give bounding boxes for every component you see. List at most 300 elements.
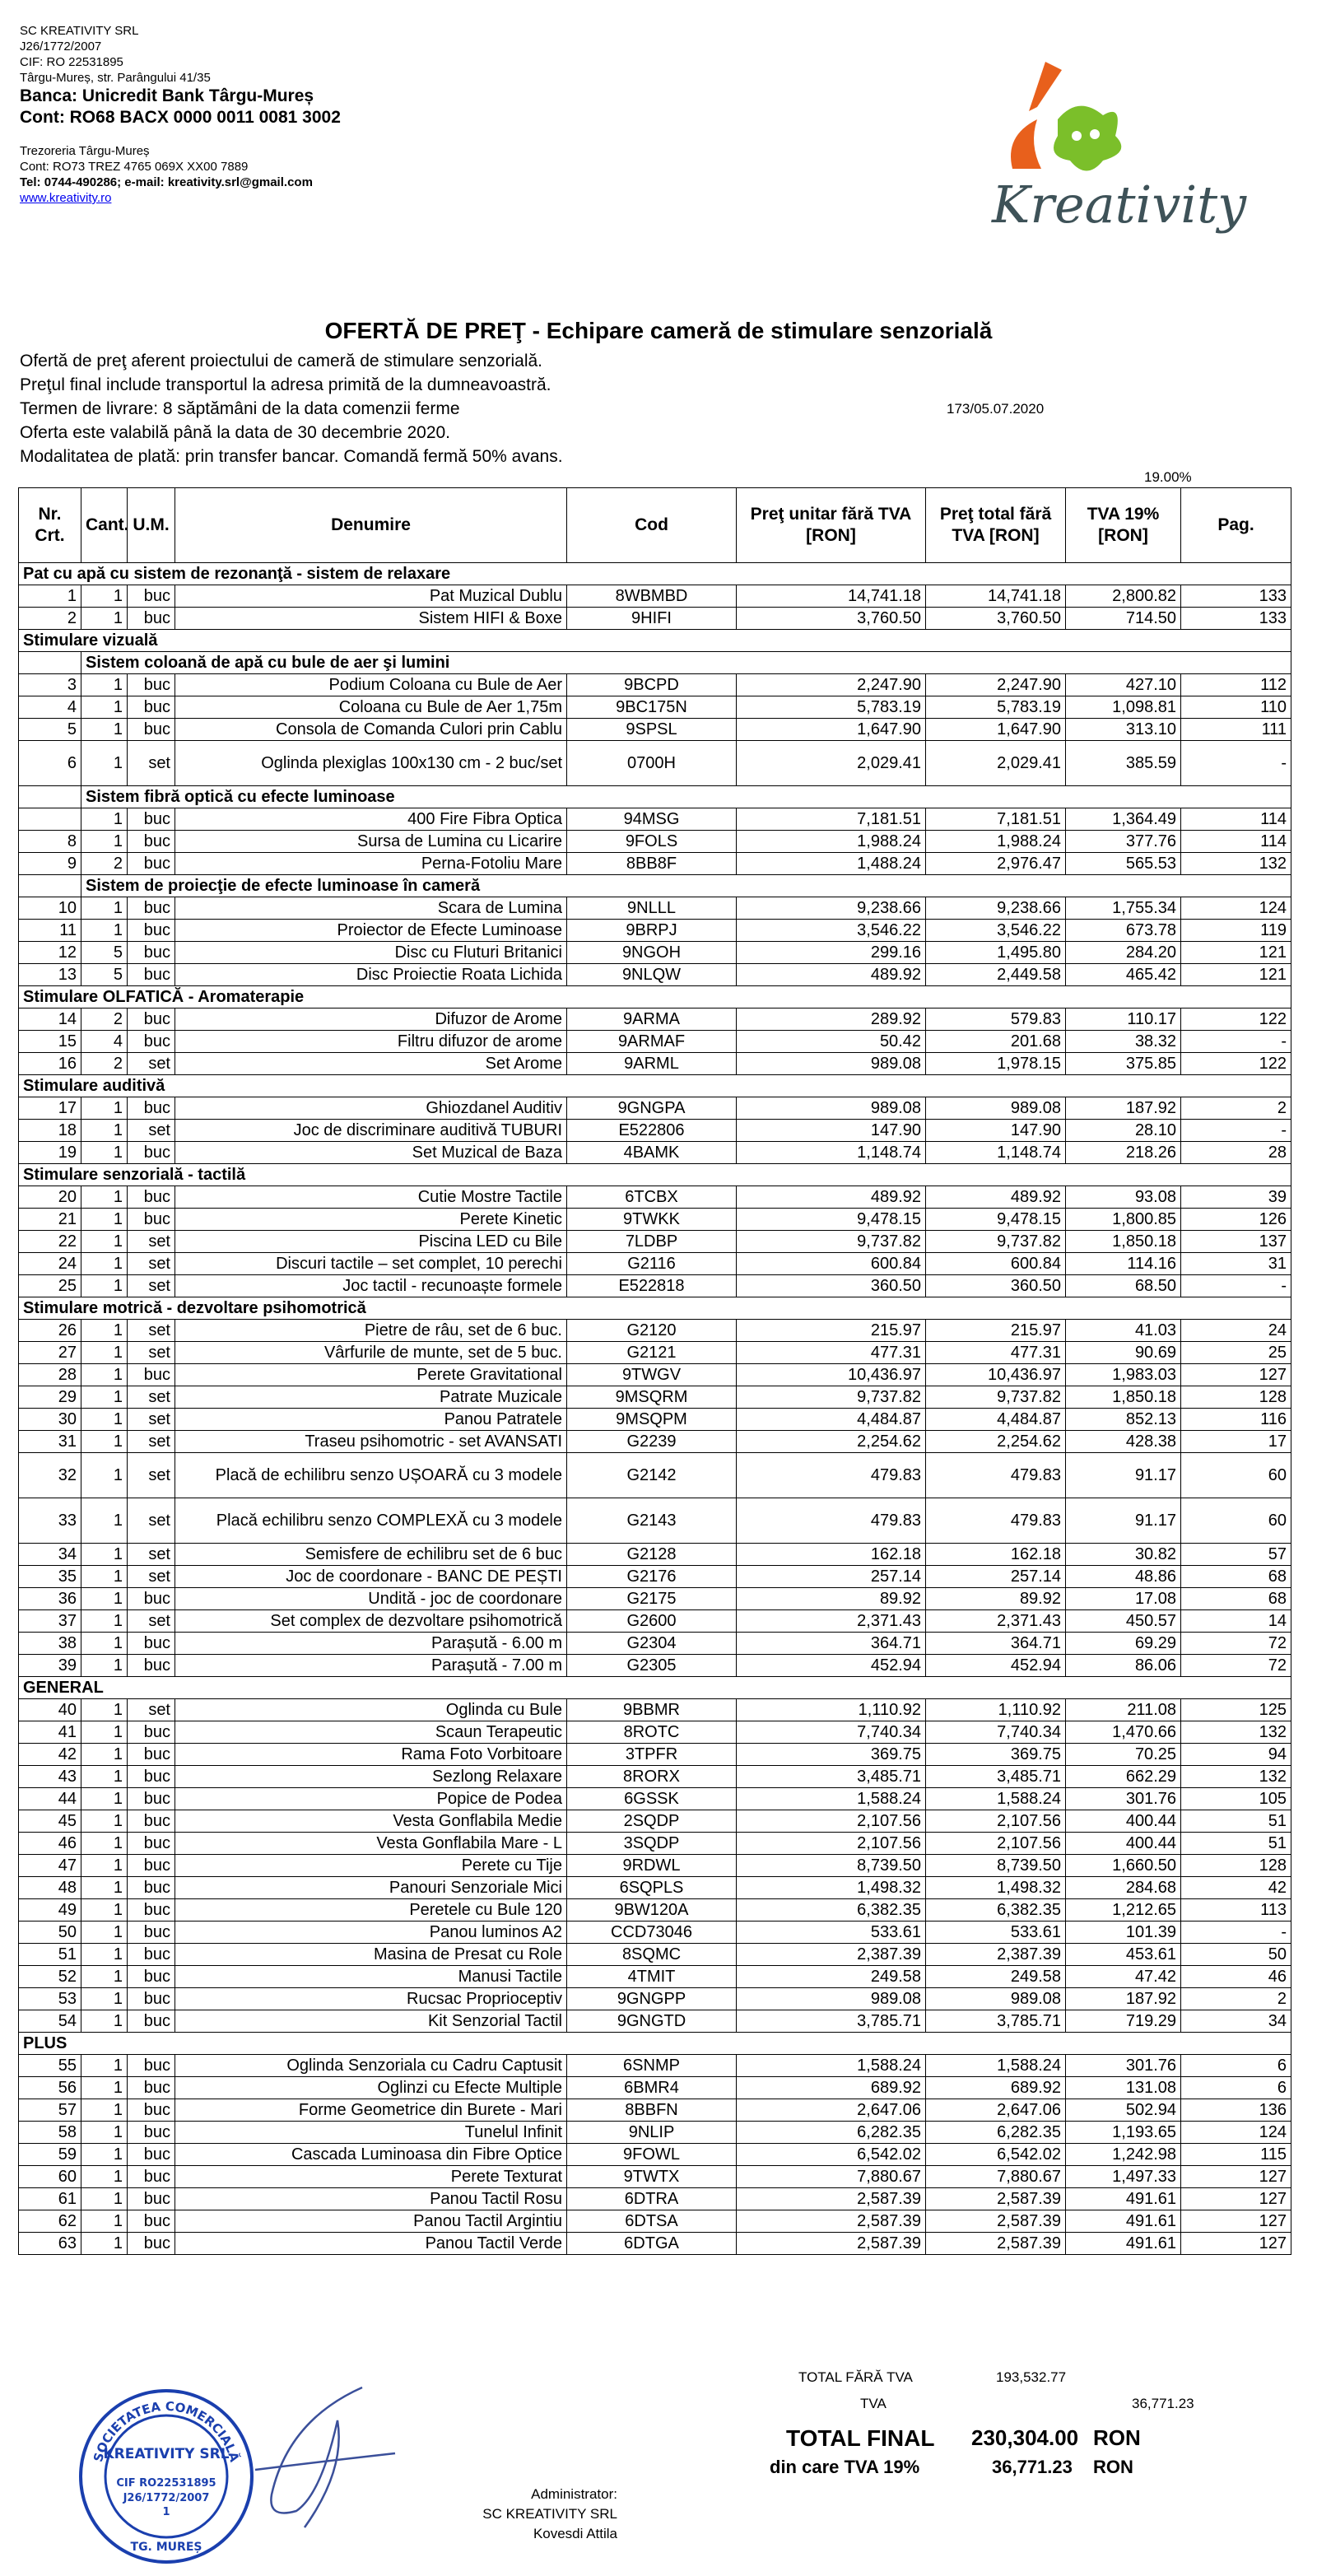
- cell-unit-price: 9,737.82: [737, 1231, 926, 1253]
- cell-qty: 1: [81, 1899, 128, 1922]
- cell-code: 9MSQRM: [567, 1386, 737, 1409]
- cell-nr: 50: [19, 1922, 81, 1944]
- cell-page: 124: [1181, 897, 1291, 920]
- cell-um: buc: [128, 696, 175, 719]
- cell-code: 9NLLL: [567, 897, 737, 920]
- cell-code: 4TMIT: [567, 1966, 737, 1988]
- table-row: [19, 1275, 1291, 1297]
- cell-qty: 1: [81, 2099, 128, 2122]
- cell-nr: 20: [19, 1186, 81, 1209]
- cell-vat: 41.03: [1066, 1320, 1181, 1342]
- cell-vat: 427.10: [1066, 674, 1181, 696]
- cell-unit-price: 7,181.51: [737, 808, 926, 831]
- cell-page: -: [1181, 1922, 1291, 1944]
- cell-name: Peretele cu Bule 120: [175, 1899, 567, 1922]
- cell-page: 113: [1181, 1899, 1291, 1922]
- cell-nr: 30: [19, 1409, 81, 1431]
- cell-qty: 1: [81, 2077, 128, 2099]
- subsection-title: Sistem de proiecţie de efecte luminoase în cameră: [81, 875, 1291, 897]
- cell-total-price: 257.14: [926, 1566, 1066, 1588]
- table-row: [19, 608, 1291, 630]
- cell-qty: 1: [81, 1453, 128, 1498]
- cell-unit-price: 299.16: [737, 942, 926, 964]
- cell-nr: 31: [19, 1431, 81, 1453]
- cell-vat: 400.44: [1066, 1833, 1181, 1855]
- cell-name: Rucsac Proprioceptiv: [175, 1988, 567, 2010]
- cell-unit-price: 2,029.41: [737, 741, 926, 786]
- cell-total-price: 6,282.35: [926, 2122, 1066, 2144]
- cell-name: Joc de discriminare auditivă TUBURI: [175, 1120, 567, 1142]
- cell-nr: 6: [19, 741, 81, 786]
- cell-um: set: [128, 1409, 175, 1431]
- stamp-center-text: KREATIVITY SRL: [103, 2446, 230, 2462]
- cell-code: G2143: [567, 1498, 737, 1544]
- cell-nr: 60: [19, 2166, 81, 2188]
- cell-code: 7LDBP: [567, 1231, 737, 1253]
- cell-unit-price: 3,485.71: [737, 1766, 926, 1788]
- table-row: [19, 1588, 1291, 1610]
- vat-included-value: 36,771.23: [992, 2457, 1073, 2477]
- cell-vat: 662.29: [1066, 1766, 1181, 1788]
- cell-name: Set complex de dezvoltare psihomotrică: [175, 1610, 567, 1633]
- cell-name: Disc Proiectie Roata Lichida: [175, 964, 567, 986]
- table-row: [19, 1009, 1291, 1031]
- cell-um: buc: [128, 1833, 175, 1855]
- cell-name: Proiector de Efecte Luminoase: [175, 920, 567, 942]
- cell-page: 122: [1181, 1009, 1291, 1031]
- cell-page: 25: [1181, 1342, 1291, 1364]
- company-account: Cont: RO68 BACX 0000 0011 0081 3002: [20, 108, 341, 127]
- cell-code: 6BMR4: [567, 2077, 737, 2099]
- kreativity-logo: [980, 45, 1251, 251]
- cell-code: 8SQMC: [567, 1944, 737, 1966]
- cell-page: 42: [1181, 1877, 1291, 1899]
- cell-unit-price: 2,647.06: [737, 2099, 926, 2122]
- cell-code: 9MSQPM: [567, 1409, 737, 1431]
- cell-page: -: [1181, 1120, 1291, 1142]
- cell-unit-price: 7,740.34: [737, 1721, 926, 1744]
- cell-code: 8RORX: [567, 1766, 737, 1788]
- cell-um: buc: [128, 674, 175, 696]
- cell-qty: 1: [81, 1855, 128, 1877]
- cell-vat: 70.25: [1066, 1744, 1181, 1766]
- cell-page: 127: [1181, 2233, 1291, 2255]
- table-row: [19, 1988, 1291, 2010]
- table-row: [19, 831, 1291, 853]
- cell-nr: 45: [19, 1810, 81, 1833]
- table-row: [19, 1498, 1291, 1544]
- cell-total-price: 489.92: [926, 1186, 1066, 1209]
- cell-um: buc: [128, 2233, 175, 2255]
- cell-code: 6DTSA: [567, 2210, 737, 2233]
- cell-nr: 28: [19, 1364, 81, 1386]
- cell-um: buc: [128, 1142, 175, 1164]
- cell-total-price: 3,485.71: [926, 1766, 1066, 1788]
- stamp-ring-text: SOCIETATEA COMERCIALĂ: [91, 2398, 242, 2464]
- vat-included-label: din care TVA 19%: [770, 2457, 920, 2477]
- table-row: [19, 1855, 1291, 1877]
- cell-nr: 39: [19, 1655, 81, 1677]
- cell-vat: 450.57: [1066, 1610, 1181, 1633]
- section-header-row: [19, 1164, 1291, 1186]
- cell-unit-price: 479.83: [737, 1453, 926, 1498]
- cell-qty: 1: [81, 1231, 128, 1253]
- cell-unit-price: 1,588.24: [737, 2055, 926, 2077]
- cell-total-price: 2,587.39: [926, 2188, 1066, 2210]
- cell-vat: 101.39: [1066, 1922, 1181, 1944]
- cell-nr: 56: [19, 2077, 81, 2099]
- cell-unit-price: 8,739.50: [737, 1855, 926, 1877]
- cell-qty: 1: [81, 831, 128, 853]
- cell-code: G2239: [567, 1431, 737, 1453]
- cell-total-price: 2,976.47: [926, 853, 1066, 875]
- cell-nr: 52: [19, 1966, 81, 1988]
- cell-qty: 1: [81, 1498, 128, 1544]
- cell-page: 6: [1181, 2077, 1291, 2099]
- table-row: [19, 2077, 1291, 2099]
- cell-unit-price: 5,783.19: [737, 696, 926, 719]
- cell-nr: 10: [19, 897, 81, 920]
- cell-name: Traseu psihomotric - set AVANSATI: [175, 1431, 567, 1453]
- offer-reference: 173/05.07.2020: [947, 401, 1045, 417]
- cell-qty: 1: [81, 1544, 128, 1566]
- table-row: [19, 1944, 1291, 1966]
- cell-vat: 131.08: [1066, 2077, 1181, 2099]
- cell-total-price: 2,449.58: [926, 964, 1066, 986]
- table-row: [19, 1610, 1291, 1633]
- cell-nr: 22: [19, 1231, 81, 1253]
- cell-page: 51: [1181, 1810, 1291, 1833]
- cell-um: buc: [128, 1633, 175, 1655]
- cell-page: 126: [1181, 1209, 1291, 1231]
- admin-name: Kovesdi Attila: [533, 2526, 617, 2541]
- cell-vat: 187.92: [1066, 1988, 1181, 2010]
- cell-total-price: 3,546.22: [926, 920, 1066, 942]
- table-row: [19, 719, 1291, 741]
- cell-page: 60: [1181, 1453, 1291, 1498]
- cell-um: set: [128, 1386, 175, 1409]
- cell-unit-price: 9,737.82: [737, 1386, 926, 1409]
- cell-um: buc: [128, 1922, 175, 1944]
- cell-qty: 1: [81, 808, 128, 831]
- cell-qty: 1: [81, 1320, 128, 1342]
- cell-unit-price: 477.31: [737, 1342, 926, 1364]
- cell-um: buc: [128, 1899, 175, 1922]
- cell-total-price: 533.61: [926, 1922, 1066, 1944]
- table-row: [19, 964, 1291, 986]
- cell-name: Cutie Mostre Tactile: [175, 1186, 567, 1209]
- cell-vat: 491.61: [1066, 2188, 1181, 2210]
- cell-vat: 1,364.49: [1066, 808, 1181, 831]
- cell-um: set: [128, 1498, 175, 1544]
- col-header-name: Denumire: [175, 488, 567, 563]
- cell-qty: 2: [81, 1009, 128, 1031]
- cell-page: 17: [1181, 1431, 1291, 1453]
- cell-name: Perete Kinetic: [175, 1209, 567, 1231]
- logo-eye-left: [1072, 131, 1082, 141]
- cell-um: buc: [128, 831, 175, 853]
- cell-um: set: [128, 1699, 175, 1721]
- table-row: [19, 1342, 1291, 1364]
- cell-nr: 5: [19, 719, 81, 741]
- table-row: [19, 1810, 1291, 1833]
- table-row: [19, 1120, 1291, 1142]
- cell-code: 9GNGPA: [567, 1097, 737, 1120]
- cell-total-price: 7,880.67: [926, 2166, 1066, 2188]
- col-header-code: Cod: [567, 488, 737, 563]
- cell-um: buc: [128, 2144, 175, 2166]
- cell-code: G2175: [567, 1588, 737, 1610]
- cell-unit-price: 2,247.90: [737, 674, 926, 696]
- cell-total-price: 2,587.39: [926, 2210, 1066, 2233]
- cell-name: Forme Geometrice din Burete - Mari: [175, 2099, 567, 2122]
- table-row: [19, 1877, 1291, 1899]
- cell-nr: 19: [19, 1142, 81, 1164]
- offer-title: OFERTĂ DE PREŢ - Echipare cameră de stimulare senzorială: [324, 318, 993, 343]
- cell-vat: 385.59: [1066, 741, 1181, 786]
- table-row: [19, 1053, 1291, 1075]
- table-row: [19, 2166, 1291, 2188]
- table-row: [19, 1431, 1291, 1453]
- cell-code: 9GNGPP: [567, 1988, 737, 2010]
- cell-unit-price: 689.92: [737, 2077, 926, 2099]
- cell-qty: 1: [81, 2122, 128, 2144]
- cell-unit-price: 1,110.92: [737, 1699, 926, 1721]
- table-row: [19, 1633, 1291, 1655]
- table-row: [19, 2233, 1291, 2255]
- cell-page: 6: [1181, 2055, 1291, 2077]
- cell-vat: 211.08: [1066, 1699, 1181, 1721]
- cell-vat: 1,983.03: [1066, 1364, 1181, 1386]
- cell-nr: 63: [19, 2233, 81, 2255]
- cell-um: set: [128, 1120, 175, 1142]
- cell-name: Vârfurile de munte, set de 5 buc.: [175, 1342, 567, 1364]
- cell-name: Panou Tactil Argintiu: [175, 2210, 567, 2233]
- cell-qty: 1: [81, 585, 128, 608]
- cell-unit-price: 2,587.39: [737, 2188, 926, 2210]
- cell-page: 31: [1181, 1253, 1291, 1275]
- cell-name: Panou Tactil Verde: [175, 2233, 567, 2255]
- cell-vat: 86.06: [1066, 1655, 1181, 1677]
- cell-page: 115: [1181, 2144, 1291, 2166]
- cell-vat: 491.61: [1066, 2233, 1181, 2255]
- subsection-indent: [19, 875, 81, 897]
- cell-name: Manusi Tactile: [175, 1966, 567, 1988]
- cell-qty: 1: [81, 1275, 128, 1297]
- administrator-block: [387, 2485, 617, 2544]
- table-row: [19, 1899, 1291, 1922]
- cell-vat: 284.68: [1066, 1877, 1181, 1899]
- cell-page: 114: [1181, 808, 1291, 831]
- cell-code: 8BB8F: [567, 853, 737, 875]
- cell-total-price: 1,495.80: [926, 942, 1066, 964]
- table-row: [19, 1721, 1291, 1744]
- cell-code: 9SPSL: [567, 719, 737, 741]
- cell-qty: 1: [81, 1209, 128, 1231]
- cell-name: Vesta Gonflabila Medie: [175, 1810, 567, 1833]
- cell-nr: 26: [19, 1320, 81, 1342]
- company-website-link[interactable]: www.kreativity.ro: [20, 191, 112, 205]
- cell-name: Scaun Terapeutic: [175, 1721, 567, 1744]
- cell-code: 4BAMK: [567, 1142, 737, 1164]
- cell-um: buc: [128, 1009, 175, 1031]
- cell-page: 125: [1181, 1699, 1291, 1721]
- section-title: GENERAL: [19, 1677, 1291, 1699]
- cell-um: set: [128, 1431, 175, 1453]
- cell-total-price: 1,647.90: [926, 719, 1066, 741]
- cell-nr: 43: [19, 1766, 81, 1788]
- table-row: [19, 1031, 1291, 1053]
- cell-page: 72: [1181, 1633, 1291, 1655]
- cell-total-price: 479.83: [926, 1453, 1066, 1498]
- cell-vat: 110.17: [1066, 1009, 1181, 1031]
- cell-unit-price: 2,107.56: [737, 1810, 926, 1833]
- cell-unit-price: 3,760.50: [737, 608, 926, 630]
- cell-page: 133: [1181, 585, 1291, 608]
- cell-um: buc: [128, 1788, 175, 1810]
- logo-splash-shape: [1054, 106, 1121, 171]
- table-row: [19, 1966, 1291, 1988]
- subsection-indent: [19, 652, 81, 674]
- table-row: [19, 853, 1291, 875]
- cell-um: buc: [128, 2166, 175, 2188]
- table-row: [19, 2055, 1291, 2077]
- cell-total-price: 89.92: [926, 1588, 1066, 1610]
- cell-total-price: 1,110.92: [926, 1699, 1066, 1721]
- cell-unit-price: 533.61: [737, 1922, 926, 1944]
- cell-vat: 719.29: [1066, 2010, 1181, 2033]
- cell-code: 9ARMAF: [567, 1031, 737, 1053]
- cell-vat: 1,660.50: [1066, 1855, 1181, 1877]
- cell-um: set: [128, 1231, 175, 1253]
- cell-um: buc: [128, 1744, 175, 1766]
- cell-total-price: 2,107.56: [926, 1810, 1066, 1833]
- cell-name: Perna-Fotoliu Mare: [175, 853, 567, 875]
- cell-total-price: 162.18: [926, 1544, 1066, 1566]
- cell-page: 133: [1181, 608, 1291, 630]
- cell-page: 132: [1181, 1766, 1291, 1788]
- cell-vat: 453.61: [1066, 1944, 1181, 1966]
- cell-vat: 400.44: [1066, 1810, 1181, 1833]
- cell-qty: 1: [81, 1364, 128, 1386]
- cell-page: 136: [1181, 2099, 1291, 2122]
- cell-vat: 91.17: [1066, 1453, 1181, 1498]
- intro-line: Oferta este valabilă până la data de 30 decembrie 2020.: [20, 423, 451, 442]
- cell-total-price: 1,988.24: [926, 831, 1066, 853]
- cell-unit-price: 147.90: [737, 1120, 926, 1142]
- cell-um: buc: [128, 1588, 175, 1610]
- cell-unit-price: 364.71: [737, 1633, 926, 1655]
- cell-total-price: 4,484.87: [926, 1409, 1066, 1431]
- cell-page: 116: [1181, 1409, 1291, 1431]
- cell-total-price: 2,371.43: [926, 1610, 1066, 1633]
- stamp-reg: J26/1772/2007: [123, 2492, 210, 2504]
- section-header-row: [19, 630, 1291, 652]
- cell-total-price: 2,107.56: [926, 1833, 1066, 1855]
- cell-page: 121: [1181, 964, 1291, 986]
- cell-unit-price: 257.14: [737, 1566, 926, 1588]
- cell-qty: 1: [81, 1633, 128, 1655]
- cell-vat: 1,212.65: [1066, 1899, 1181, 1922]
- cell-qty: 1: [81, 1097, 128, 1120]
- cell-nr: 41: [19, 1721, 81, 1744]
- cell-qty: 1: [81, 1142, 128, 1164]
- cell-nr: 17: [19, 1097, 81, 1120]
- cell-total-price: 1,498.32: [926, 1877, 1066, 1899]
- cell-name: Pat Muzical Dublu: [175, 585, 567, 608]
- cell-um: set: [128, 741, 175, 786]
- cell-name: 400 Fire Fibra Optica: [175, 808, 567, 831]
- cell-um: buc: [128, 1766, 175, 1788]
- stamp-inner-ring: [103, 2415, 230, 2537]
- cell-um: buc: [128, 1721, 175, 1744]
- cell-total-price: 3,785.71: [926, 2010, 1066, 2033]
- cell-vat: 313.10: [1066, 719, 1181, 741]
- total-final-value: 230,304.00: [971, 2425, 1079, 2450]
- table-row: [19, 920, 1291, 942]
- cell-page: 68: [1181, 1588, 1291, 1610]
- cell-code: 8BBFN: [567, 2099, 737, 2122]
- cell-total-price: 452.94: [926, 1655, 1066, 1677]
- cell-name: Podium Coloana cu Bule de Aer: [175, 674, 567, 696]
- cell-unit-price: 1,488.24: [737, 853, 926, 875]
- cell-code: 9BBMR: [567, 1699, 737, 1721]
- cell-nr: 2: [19, 608, 81, 630]
- table-row: [19, 1253, 1291, 1275]
- cell-name: Set Arome: [175, 1053, 567, 1075]
- cell-name: Discuri tactile – set complet, 10 perechi: [175, 1253, 567, 1275]
- cell-total-price: 989.08: [926, 1097, 1066, 1120]
- company-name: SC KREATIVITY SRL: [20, 24, 139, 38]
- stamp-cif: CIF RO22531895: [116, 2477, 216, 2490]
- cell-qty: 1: [81, 741, 128, 786]
- cell-page: 127: [1181, 2166, 1291, 2188]
- cell-code: 94MSG: [567, 808, 737, 831]
- cell-um: set: [128, 1453, 175, 1498]
- cell-unit-price: 1,647.90: [737, 719, 926, 741]
- cell-um: buc: [128, 942, 175, 964]
- cell-name: Filtru difuzor de arome: [175, 1031, 567, 1053]
- cell-qty: 1: [81, 1721, 128, 1744]
- cell-page: 50: [1181, 1944, 1291, 1966]
- cell-vat: 1,800.85: [1066, 1209, 1181, 1231]
- cell-um: buc: [128, 1944, 175, 1966]
- cell-code: G2128: [567, 1544, 737, 1566]
- cell-unit-price: 6,282.35: [737, 2122, 926, 2144]
- cell-qty: 1: [81, 2144, 128, 2166]
- company-reg: J26/1772/2007: [20, 40, 102, 54]
- cell-nr: 13: [19, 964, 81, 986]
- cell-nr: 62: [19, 2210, 81, 2233]
- cell-total-price: 147.90: [926, 1120, 1066, 1142]
- cell-qty: 5: [81, 964, 128, 986]
- cell-qty: 1: [81, 696, 128, 719]
- cell-nr: 44: [19, 1788, 81, 1810]
- cell-name: Unditǎ - joc de coordonare: [175, 1588, 567, 1610]
- cell-unit-price: 249.58: [737, 1966, 926, 1988]
- cell-code: E522818: [567, 1275, 737, 1297]
- cell-unit-price: 360.50: [737, 1275, 926, 1297]
- cell-name: Oglinzi cu Efecte Multiple: [175, 2077, 567, 2099]
- cell-name: Vesta Gonflabila Mare - L: [175, 1833, 567, 1855]
- cell-code: 3TPFR: [567, 1744, 737, 1766]
- subsection-indent: [19, 786, 81, 808]
- cell-nr: 37: [19, 1610, 81, 1633]
- cell-um: buc: [128, 2055, 175, 2077]
- cell-unit-price: 2,587.39: [737, 2210, 926, 2233]
- vat-included-currency: RON: [1093, 2457, 1133, 2477]
- table-row: [19, 2122, 1291, 2144]
